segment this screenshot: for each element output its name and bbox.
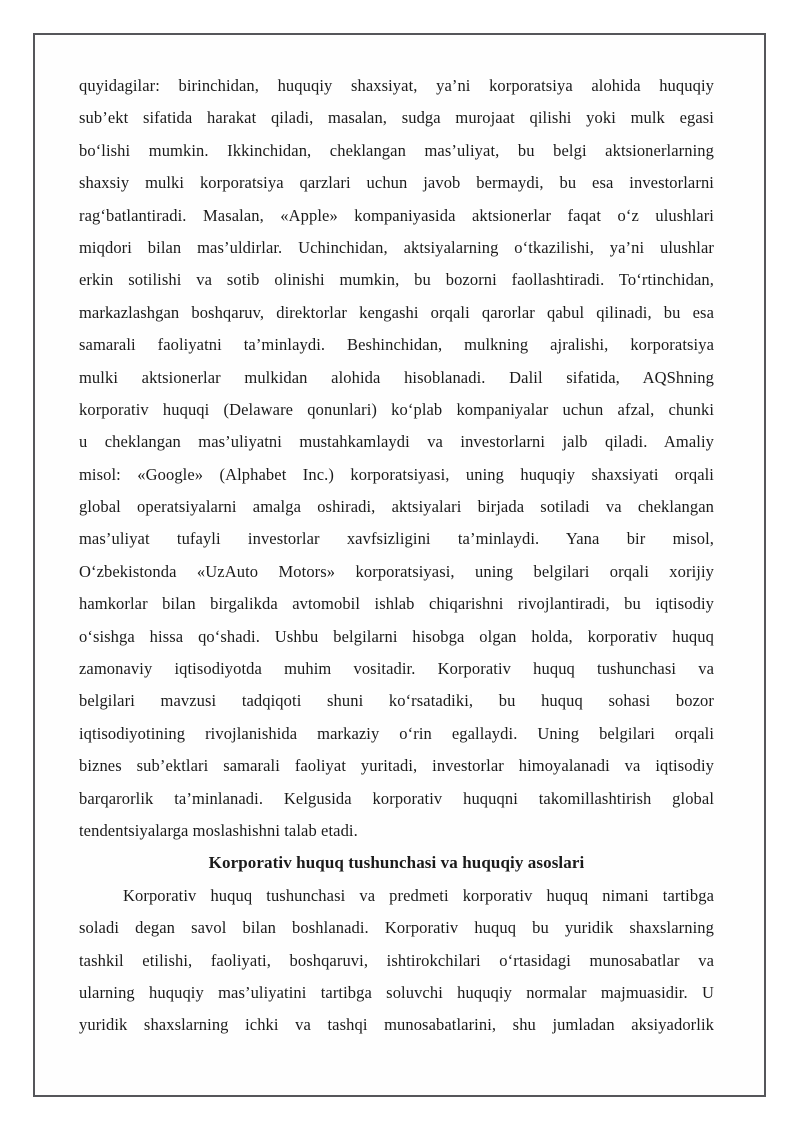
text-line: shaxsiy mulki korporatsiya qarzlari uchun javob bermaydi, bu esa investorlarni xyxy=(79,173,714,193)
text-line: quyidagilar: birinchidan, huquqiy shaxsiyat, ya’ni korporatsiya alohida huquqiy xyxy=(79,76,714,95)
text-line: ularning huquqiy mas’uliyatini tartibga soluvchi huquqiy normalar majmuasidir. U xyxy=(79,982,714,1002)
text-line: markazlashgan boshqaruv, direktorlar kengashi orqali qarorlar qabul qilinadi, bu esa xyxy=(79,302,714,322)
page-border-frame xyxy=(33,33,766,1097)
document-content xyxy=(79,70,714,1042)
text-line: tendentsiyalarga moslashishni talab etadi. xyxy=(79,820,358,840)
section-heading: Korporativ huquq tushunchasi va huquqiy asoslari xyxy=(208,853,585,873)
text-line: sub’ekt sifatida harakat qiladi, masalan, sudga murojaat qilishi yoki mulk egasi xyxy=(79,108,714,128)
paragraph-body xyxy=(79,880,714,1042)
text-line: bo‘lishi mumkin. Ikkinchidan, cheklangan mas’uliyat, bu belgi aktsionerlarning xyxy=(79,140,714,160)
text-line: belgilari mavzusi tadqiqoti shuni ko‘rsatadiki, bu huquq sohasi bozor xyxy=(79,691,714,711)
text-line: misol: «Google» (Alphabet Inc.) korporatsiyasi, uning huquqiy shaxsiyati orqali xyxy=(79,464,714,484)
text-line: zamonaviy iqtisodiyotda muhim vositadir. Korporativ huquq tushunchasi va xyxy=(79,659,714,679)
text-line: mas’uliyat tufayli investorlar xavfsizligini ta’minlaydi. Yana bir misol, xyxy=(79,529,714,549)
text-line: erkin sotilishi va sotib olinishi mumkin, bu bozorni faollashtiradi. To‘rtinchidan, xyxy=(79,270,714,290)
text-line: u cheklangan mas’uliyatni mustahkamlaydi va investorlarni jalb qiladi. Amaliy xyxy=(79,432,714,452)
text-line: iqtisodiyotining rivojlanishida markaziy o‘rin egallaydi. Uning belgilari orqali xyxy=(79,723,714,743)
text-line: biznes sub’ektlari samarali faoliyat yuritadi, investorlar himoyalanadi va iqtisodiy xyxy=(79,756,714,776)
text-line: o‘sishga hissa qo‘shadi. Ushbu belgilarni hisobga olgan holda, korporativ huquq xyxy=(79,626,714,646)
text-line: soladi degan savol bilan boshlanadi. Korporativ huquq bu yuridik shaxslarning xyxy=(79,918,714,938)
text-line: miqdori bilan mas’uldirlar. Uchinchidan, aktsiyalarning o‘tkazilishi, ya’ni ulushlar xyxy=(79,237,714,257)
text-line: korporativ huquqi (Delaware qonunlari) ko‘plab kompaniyalar uchun afzal, chunki xyxy=(79,399,714,419)
text-line: samarali faoliyatni ta’minlaydi. Beshinchidan, mulkning ajralishi, korporatsiya xyxy=(79,335,714,355)
text-line: tashkil etilishi, faoliyati, boshqaruvi, ishtirokchilari o‘rtasidagi munosabatlar va xyxy=(79,950,714,970)
text-line: yuridik shaxslarning ichki va tashqi munosabatlarini, shu jumladan aksiyadorlik xyxy=(79,1015,714,1035)
text-line: barqarorlik ta’minlanadi. Kelgusida korporativ huquqni takomillashtirish global xyxy=(79,788,714,808)
paragraph-continuation xyxy=(79,70,714,847)
text-line: global operatsiyalarni amalga oshiradi, aktsiyalari birjada sotiladi va cheklangan xyxy=(79,497,714,517)
text-line: O‘zbekistonda «UzAuto Motors» korporatsiyasi, uning belgilari orqali xorijiy xyxy=(79,561,714,581)
text-line: mulki aktsionerlar mulkidan alohida hisoblanadi. Dalil sifatida, AQShning xyxy=(79,367,714,387)
text-line: hamkorlar bilan birgalikda avtomobil ishlab chiqarishni rivojlantiradi, bu iqtisodiy xyxy=(79,594,714,614)
text-line: rag‘batlantiradi. Masalan, «Apple» kompaniyasida aktsionerlar faqat o‘z ulushlari xyxy=(79,205,714,225)
text-line: Korporativ huquq tushunchasi va predmeti korporativ huquq nimani tartibga xyxy=(123,885,714,905)
